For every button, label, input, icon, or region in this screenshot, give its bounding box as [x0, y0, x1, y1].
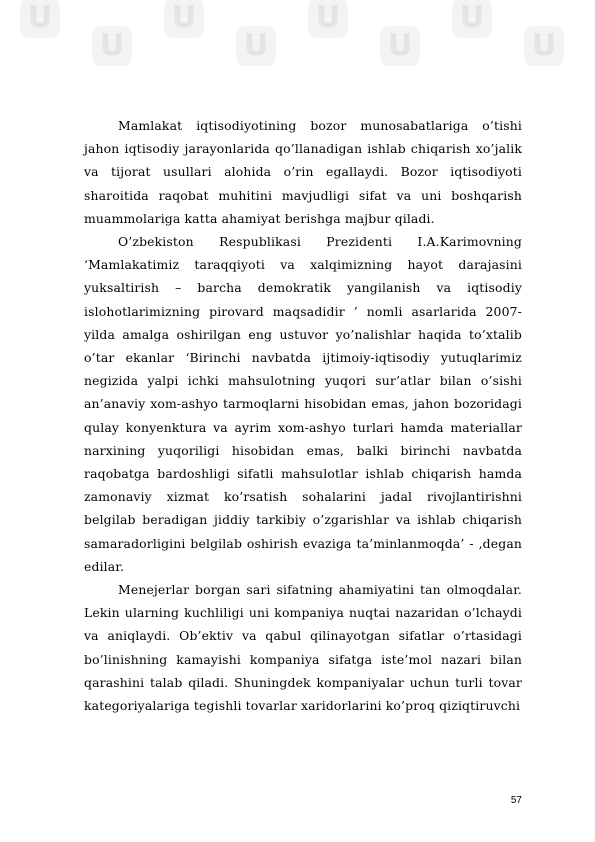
- paragraph-president-quote: O’zbekiston Respublikasi Prezidenti I.A.Karimovning ‘Mamlakatimiz taraqqiyoti va xalqimizning hayot darajasini yuksaltirish – barcha demokratik yangilanish va iqtisodiy islohotlarimizning pirovard maqsadidir ’ nomli asarlarida 2007-yilda amalga oshirilgan eng ustuvor yo’nalishlar haqida to’xtalib o’tar ekanlar ‘Birinchi navbatda ijtimoiy-iqtisodiy yutuqlarimiz negizida yalpi ichki mahsulotning yuqori sur’atlar bilan o’sishi an’anaviy xom-ashyo tarmoqlarni hisobidan emas, jahon bozoridagi qulay konyenktura va ayrim xom-ashyo turlari hamda materiallar narxining yuqoriligi hisobidan emas, balki birinchi navbatda raqobatga bardoshligi sifatli mahsulotlar ishlab chiqarish hamda zamonaviy xizmat ko’rsatish sohalarini jadal rivojlantirishni belgilab beradigan jiddiy tarkibiy o’zgarishlar va ishlab chiqarish samaradorligini belgilab oshirish evaziga ta’minlanmoqda’ - ,degan edilar.: [84, 234, 522, 574]
- paragraph-market-transition: Mamlakat iqtisodiyotining bozor munosabatlariga o’tishi jahon iqtisodiy jarayonlarida qo’llanadigan ishlab chiqarish xo’jalik va tijorat usullari alohida o’rin egallaydi. Bozor iqtisodiyoti sharoitida raqobat muhitini mavjudligi sifat va uni boshqarish muammolariga katta ahamiyat berishga majbur qiladi.: [84, 118, 522, 226]
- watermark-logo-tile: U: [236, 26, 276, 66]
- watermark-logo-tile: U: [380, 26, 420, 66]
- page-number: 57: [510, 795, 522, 806]
- watermark-logo-tile: U: [20, 0, 60, 38]
- watermark: [0, 0, 595, 95]
- page-body: [84, 114, 522, 717]
- watermark-logo-tile: U: [308, 0, 348, 38]
- watermark-logo-tile: U: [92, 26, 132, 66]
- watermark-logo-tile: U: [524, 26, 564, 66]
- watermark-logo-tile: U: [164, 0, 204, 38]
- watermark-logo-tile: U: [452, 0, 492, 38]
- paragraph-managers-quality: Menejerlar borgan sari sifatning ahamiyatini tan olmoqdalar. Lekin ularning kuchliligi uni kompaniya nuqtai nazaridan o’lchaydi va aniqlaydi. Ob’ektiv va qabul qilinayotgan sifatlar o’rtasidagi bo’linishning kamayishi kompaniya sifatga iste’mol nazari bilan qarashini talab qiladi. Shuningdek kompaniyalar uchun turli tovar kategoriyalariga tegishli tovarlar xaridorlarini ko’proq qiziqtiruvchi: [84, 582, 522, 714]
